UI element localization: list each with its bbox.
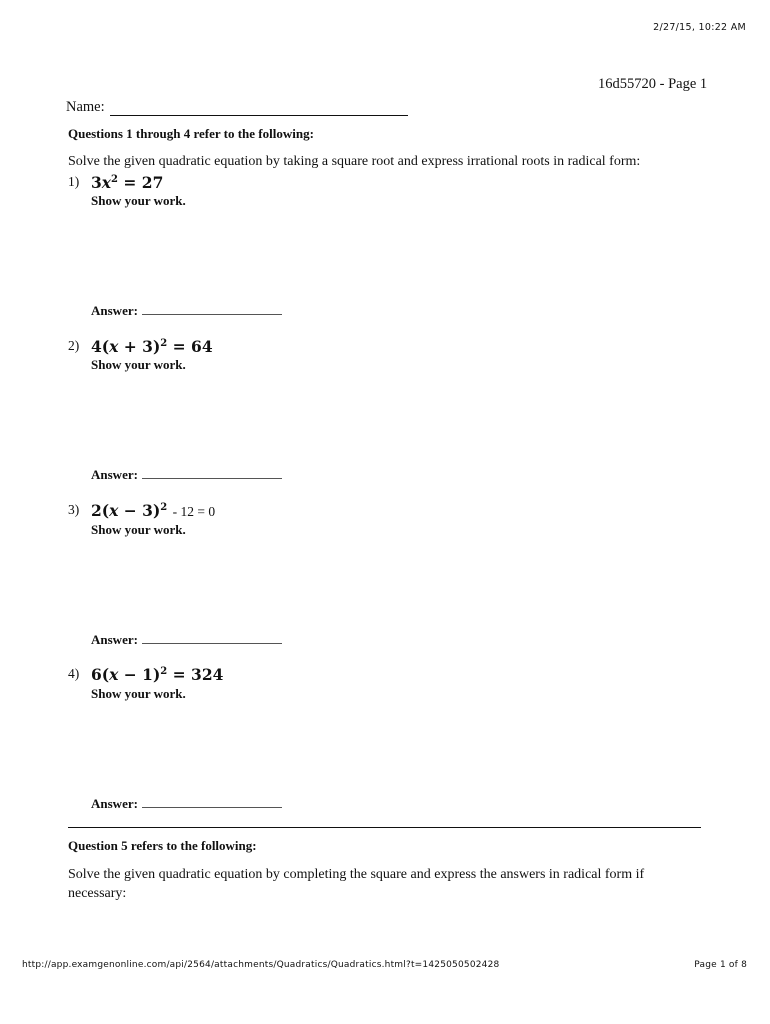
question-3-number: 3)	[68, 502, 80, 517]
question-2-equation: $4(x + 3)^2 = 64$	[91, 337, 213, 356]
question-3-answer	[91, 631, 282, 648]
footer-url[interactable]: http://app.examgenonline.com/api/2564/attachments/Quadratics/Quadratics.html?t=1425050502428	[22, 960, 500, 970]
print-date: 2/27/15, 10:22 AM	[653, 22, 746, 33]
name-blank-line	[110, 102, 408, 116]
question-2-number: 2)	[68, 338, 80, 353]
answer-label: Answer:	[91, 796, 138, 811]
page-id: 16d55720 - Page 1	[598, 76, 708, 92]
question-4-show-work: Show your work.	[91, 686, 186, 701]
question-1-number: 1)	[68, 174, 80, 189]
footer-page-number: Page 1 of 8	[694, 960, 747, 970]
question-4-number: 4)	[68, 666, 80, 681]
section-2-heading: Question 5 refers to the following:	[68, 838, 257, 853]
answer-blank-line	[142, 631, 282, 644]
question-3-show-work: Show your work.	[91, 522, 186, 537]
question-1-show-work: Show your work.	[91, 193, 186, 208]
question-1-answer	[91, 302, 282, 319]
answer-blank-line	[142, 302, 282, 315]
name-label: Name:	[66, 99, 105, 115]
section-1-heading: Questions 1 through 4 refer to the following:	[68, 126, 314, 141]
question-2-show-work: Show your work.	[91, 357, 186, 372]
section-1-instruction: Solve the given quadratic equation by taking a square root and express irrational roots in radical form:	[68, 154, 641, 169]
question-1-equation: $3x^2 = 27$	[91, 173, 164, 192]
answer-label: Answer:	[91, 467, 138, 482]
question-4-answer	[91, 795, 282, 812]
question-3-equation: $2(x - 3)^2 - 12 = 0$	[91, 501, 216, 520]
name-field	[66, 99, 408, 116]
question-3-equation-suffix: - 12 = 0	[172, 504, 216, 519]
answer-blank-line	[142, 466, 282, 479]
question-2-answer	[91, 466, 282, 483]
question-4-equation: $6(x - 1)^2 = 324$	[91, 665, 224, 684]
section-divider	[68, 827, 701, 828]
answer-blank-line	[142, 795, 282, 808]
answer-label: Answer:	[91, 303, 138, 318]
answer-label: Answer:	[91, 632, 138, 647]
section-2-instruction: Solve the given quadratic equation by completing the square and express the answers in radical form if necessary:	[68, 867, 645, 901]
